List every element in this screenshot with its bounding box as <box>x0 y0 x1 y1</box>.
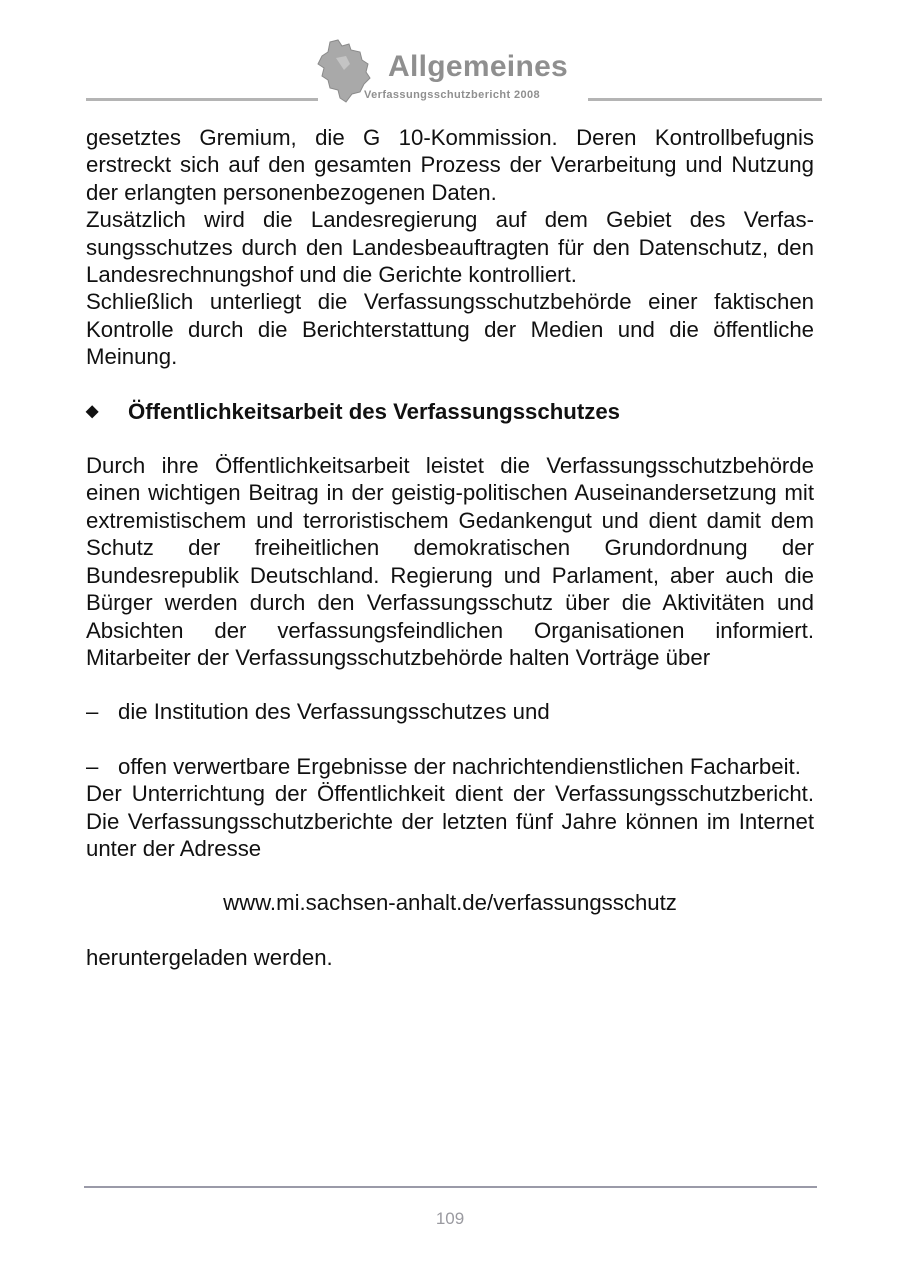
page-body <box>86 124 814 971</box>
page-number: 109 <box>435 1209 465 1228</box>
paragraph: Der Unterrichtung der Öffentlichkeit dient der Verfassungsschutzbericht. Die Verfassungsschutzberichte der letzten fünf Jahre können im Internet unter der Adresse <box>86 781 814 861</box>
paragraph: Durch ihre Öffentlichkeitsarbeit leistet die Verfassungsschutzbehörde einen wichtigen Beitrag in der geistig-politischen Auseinandersetzung mit extremistischem und terroristischem Gedankengut und dient damit dem Schutz der freiheitlichen demokratischen Grundordnung der Bundesrepublik Deutschland. Regierung und Parlament, aber auch die Bürger werden durch den Verfassungsschutz über die Aktivitäten und Absichten der verfassungsfeindlichen Organisationen informiert. Mitarbeiter der Verfassungsschutzbehörde halten Vorträge über <box>86 453 814 670</box>
section-heading-text: Öffentlichkeitsarbeit des Verfassungsschutzes <box>128 398 620 424</box>
list-item <box>86 698 814 725</box>
list-item-text: offen verwertbare Ergebnisse der nachrichtendienstlichen Facharbeit. <box>118 753 801 779</box>
footer-rule <box>84 1186 817 1188</box>
header-subtitle: Verfassungsschutzbericht 2008 <box>364 89 541 101</box>
diamond-bullet-icon: ◆ <box>86 402 99 420</box>
paragraph: heruntergeladen werden. <box>86 944 333 970</box>
website-url: www.mi.sachsen-anhalt.de/verfassungsschutz <box>223 890 677 916</box>
list-item <box>86 753 814 780</box>
list-item-text: die Institution des Verfassungsschutzes und <box>118 699 550 725</box>
list-dash: – <box>86 699 99 725</box>
header-rule-left <box>86 98 318 101</box>
paragraph: Zusätzlich wird die Landesregierung auf dem Gebiet des Verfassungsschutzes durch den Landesbeauftragten für den Datenschutz, den Landesrechnungshof und die Gerichte kontrolliert. <box>86 207 814 288</box>
header-rule-right <box>588 98 822 101</box>
section-heading <box>86 398 814 425</box>
page-header <box>0 0 900 110</box>
list-dash: – <box>86 753 99 779</box>
header-title: Allgemeines <box>388 50 569 83</box>
paragraph: gesetztes Gremium, die G 10-Kommission. Deren Kontrollbefugnis erstreckt sich auf den gesamten Prozess der Verarbeitung und Nutzung der erlangten personenbezogenen Daten. <box>86 125 814 205</box>
paragraph: Schließlich unterliegt die Verfassungsschutzbehörde einer faktischen Kontrolle durch die Berichterstattung der Medien und die öffentliche Meinung. <box>86 289 814 370</box>
